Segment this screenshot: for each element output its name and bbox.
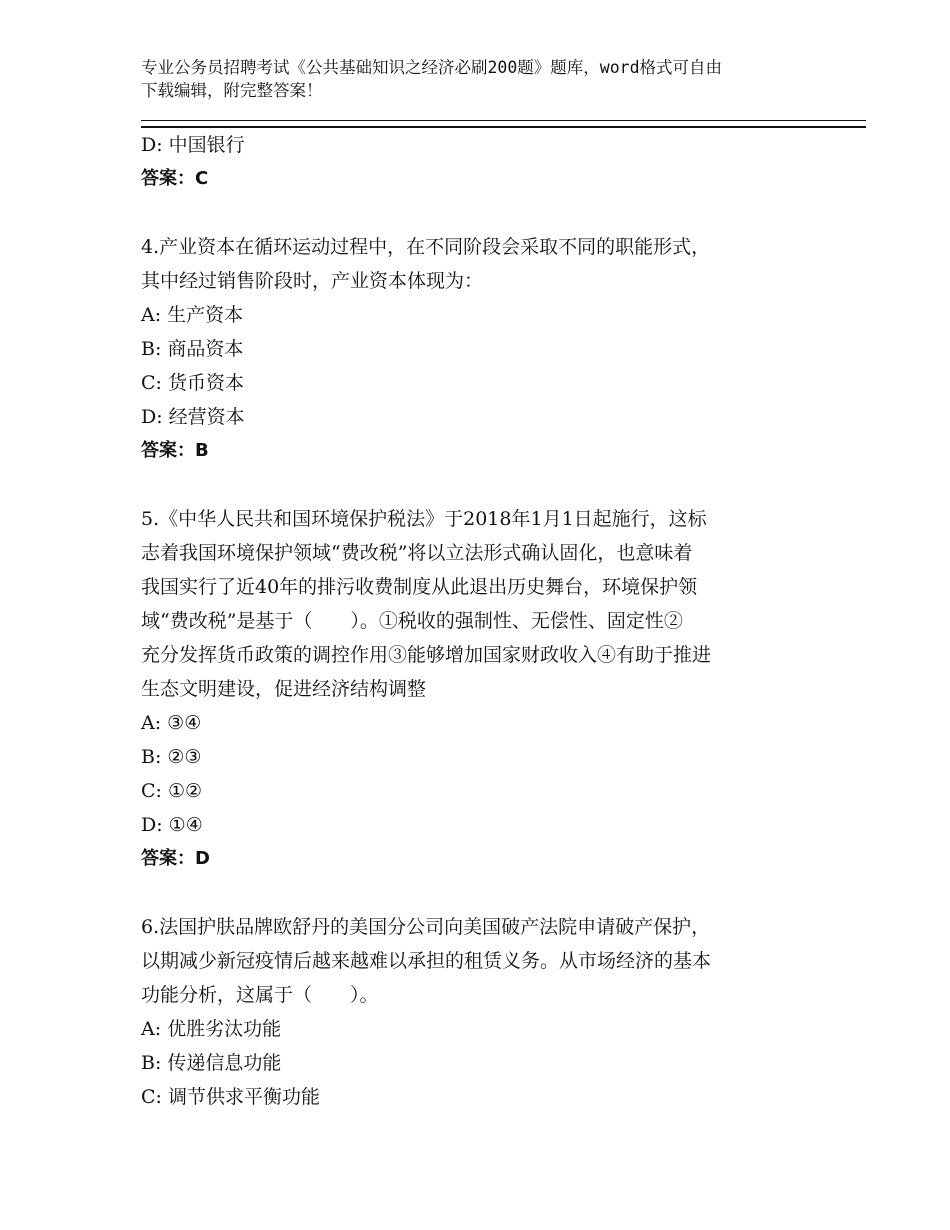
page-header <box>141 56 821 102</box>
header-line-2: 下载编辑，附完整答案！ <box>141 81 323 100</box>
question-stem-line: 以期减少新冠疫情后越来越难以承担的租赁义务。从市场经济的基本 <box>141 950 712 972</box>
header-line-1: 专业公务员招聘考试《公共基础知识之经济必刷200题》题库，word格式可自由 <box>141 58 723 77</box>
question-stem-line: 6.法国护肤品牌欧舒丹的美国分公司向美国破产法院申请破产保护， <box>141 916 711 938</box>
option-d: D: ①④ <box>141 814 203 836</box>
question-stem-line: 其中经过销售阶段时，产业资本体现为： <box>141 270 484 292</box>
q3-option-d: D: 中国银行 <box>141 134 245 156</box>
question-stem-line: 5.《中华人民共和国环境保护税法》于2018年1月1日起施行，这标 <box>141 508 707 530</box>
question-stem-line: 域“费改税”是基于（ ）。①税收的强制性、无偿性、固定性② <box>141 610 683 632</box>
question-stem-line: 我国实行了近40年的排污收费制度从此退出历史舞台，环境保护领 <box>141 576 698 598</box>
document-body <box>141 128 821 1114</box>
option-a: A: 生产资本 <box>141 304 244 326</box>
q3-answer: 答案：C <box>141 168 209 189</box>
spacer <box>141 196 821 230</box>
answer: 答案：D <box>141 848 210 869</box>
question-6 <box>141 910 821 1114</box>
option-b: B: 传递信息功能 <box>141 1052 282 1074</box>
answer: 答案：B <box>141 440 209 461</box>
option-a: A: ③④ <box>141 712 202 734</box>
question-stem-line: 志着我国环境保护领域“费改税”将以立法形式确认固化，也意味着 <box>141 542 693 564</box>
option-d: D: 经营资本 <box>141 406 245 428</box>
question-5 <box>141 502 821 876</box>
option-c: C: 货币资本 <box>141 372 244 394</box>
question-4 <box>141 230 821 468</box>
option-b: B: ②③ <box>141 746 202 768</box>
question-stem-line: 充分发挥货币政策的调控作用③能够增加国家财政收入④有助于推进 <box>141 644 712 666</box>
question-stem-line: 4.产业资本在循环运动过程中，在不同阶段会采取不同的职能形式， <box>141 236 711 258</box>
option-b: B: 商品资本 <box>141 338 244 360</box>
header-rule <box>141 120 866 128</box>
option-c: C: 调节供求平衡功能 <box>141 1086 320 1108</box>
question-stem-line: 功能分析，这属于（ ）。 <box>141 984 379 1006</box>
question-stem-line: 生态文明建设，促进经济结构调整 <box>141 678 427 700</box>
spacer <box>141 876 821 910</box>
option-a: A: 优胜劣汰功能 <box>141 1018 282 1040</box>
option-c: C: ①② <box>141 780 203 802</box>
spacer <box>141 468 821 502</box>
